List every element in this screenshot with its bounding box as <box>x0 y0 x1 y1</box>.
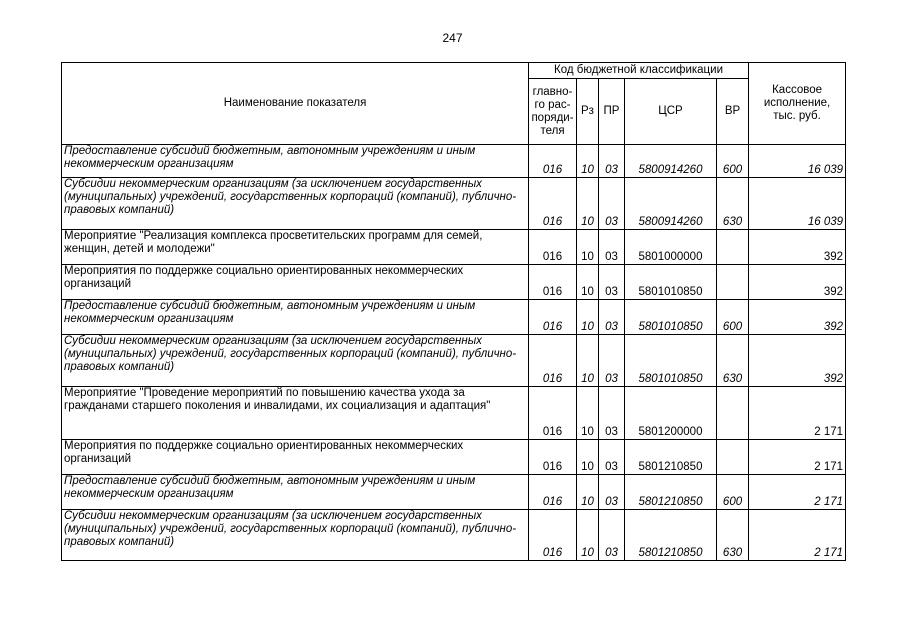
cell-name: Субсидии некоммерческим организациям (за исключением государственных (муниципальных) учреждений, государственных корпораций (компаний), публично-правовых компаний) <box>62 178 529 230</box>
cell-csr: 5800914260 <box>625 178 717 230</box>
table-row <box>62 265 846 300</box>
table-row <box>62 387 846 440</box>
cell-amount: 2 171 <box>749 387 846 440</box>
cell-csr: 5801010850 <box>625 265 717 300</box>
cell-pr: 03 <box>599 440 625 475</box>
table-row <box>62 510 846 561</box>
cell-amount: 392 <box>749 265 846 300</box>
table-body <box>62 145 846 561</box>
header-amount: Кассовое исполнение, тыс. руб. <box>749 63 846 145</box>
cell-name: Мероприятия по поддержке социально ориентированных некоммерческих организаций <box>62 265 529 300</box>
cell-amount: 2 171 <box>749 475 846 510</box>
cell-csr: 5800914260 <box>625 145 717 178</box>
cell-pr: 03 <box>599 475 625 510</box>
cell-rz: 10 <box>577 145 599 178</box>
cell-vr: 630 <box>717 335 749 387</box>
cell-pr: 03 <box>599 265 625 300</box>
table-row <box>62 230 846 265</box>
cell-pr: 03 <box>599 145 625 178</box>
cell-vr: 600 <box>717 145 749 178</box>
cell-glavny: 016 <box>529 387 577 440</box>
cell-glavny: 016 <box>529 145 577 178</box>
cell-csr: 5801010850 <box>625 300 717 335</box>
cell-vr: 600 <box>717 300 749 335</box>
cell-csr: 5801210850 <box>625 510 717 561</box>
cell-name: Субсидии некоммерческим организациям (за исключением государственных (муниципальных) учреждений, государственных корпораций (компаний), публично-правовых компаний) <box>62 335 529 387</box>
cell-vr <box>717 265 749 300</box>
cell-amount: 16 039 <box>749 145 846 178</box>
cell-name: Предоставление субсидий бюджетным, автономным учреждениям и иным некоммерческим организациям <box>62 145 529 178</box>
cell-glavny: 016 <box>529 300 577 335</box>
cell-name: Мероприятия по поддержке социально ориентированных некоммерческих организаций <box>62 440 529 475</box>
cell-pr: 03 <box>599 510 625 561</box>
table-row <box>62 300 846 335</box>
cell-amount: 392 <box>749 300 846 335</box>
cell-amount: 392 <box>749 230 846 265</box>
cell-name: Мероприятие "Реализация комплекса просветительских программ для семей, женщин, детей и молодежи" <box>62 230 529 265</box>
cell-rz: 10 <box>577 440 599 475</box>
cell-rz: 10 <box>577 510 599 561</box>
cell-rz: 10 <box>577 230 599 265</box>
cell-amount: 16 039 <box>749 178 846 230</box>
cell-csr: 5801200000 <box>625 387 717 440</box>
cell-amount: 2 171 <box>749 510 846 561</box>
header-vr: ВР <box>717 79 749 145</box>
cell-vr <box>717 440 749 475</box>
table-row <box>62 178 846 230</box>
cell-pr: 03 <box>599 178 625 230</box>
cell-vr <box>717 387 749 440</box>
cell-vr: 600 <box>717 475 749 510</box>
cell-vr: 630 <box>717 510 749 561</box>
cell-pr: 03 <box>599 230 625 265</box>
cell-name: Субсидии некоммерческим организациям (за исключением государственных (муниципальных) учреждений, государственных корпораций (компаний), публично-правовых компаний) <box>62 510 529 561</box>
cell-rz: 10 <box>577 265 599 300</box>
cell-glavny: 016 <box>529 475 577 510</box>
cell-glavny: 016 <box>529 265 577 300</box>
cell-name: Мероприятие "Проведение мероприятий по повышению качества ухода за гражданами старшего поколения и инвалидами, их социализация и адаптация" <box>62 387 529 440</box>
cell-pr: 03 <box>599 300 625 335</box>
header-name: Наименование показателя <box>62 63 529 145</box>
table-row <box>62 145 846 178</box>
cell-vr: 630 <box>717 178 749 230</box>
cell-name: Предоставление субсидий бюджетным, автономным учреждениям и иным некоммерческим организациям <box>62 475 529 510</box>
cell-csr: 5801210850 <box>625 440 717 475</box>
cell-rz: 10 <box>577 300 599 335</box>
cell-glavny: 016 <box>529 178 577 230</box>
cell-vr <box>717 230 749 265</box>
cell-rz: 10 <box>577 475 599 510</box>
cell-glavny: 016 <box>529 230 577 265</box>
cell-rz: 10 <box>577 387 599 440</box>
cell-glavny: 016 <box>529 510 577 561</box>
header-code-group: Код бюджетной классификации <box>529 63 749 79</box>
cell-glavny: 016 <box>529 440 577 475</box>
cell-amount: 392 <box>749 335 846 387</box>
header-pr: ПР <box>599 79 625 145</box>
table-row <box>62 440 846 475</box>
cell-csr: 5801010850 <box>625 335 717 387</box>
table-row <box>62 475 846 510</box>
cell-rz: 10 <box>577 335 599 387</box>
cell-rz: 10 <box>577 178 599 230</box>
cell-glavny: 016 <box>529 335 577 387</box>
budget-table <box>61 62 846 561</box>
page-number: 247 <box>442 31 463 45</box>
cell-csr: 5801210850 <box>625 475 717 510</box>
header-rz: Рз <box>577 79 599 145</box>
cell-pr: 03 <box>599 335 625 387</box>
table-row <box>62 335 846 387</box>
cell-amount: 2 171 <box>749 440 846 475</box>
cell-name: Предоставление субсидий бюджетным, автономным учреждениям и иным некоммерческим организациям <box>62 300 529 335</box>
header-csr: ЦСР <box>625 79 717 145</box>
cell-pr: 03 <box>599 387 625 440</box>
cell-csr: 5801000000 <box>625 230 717 265</box>
header-glavny: главно-го рас-поряди-теля <box>529 79 577 145</box>
